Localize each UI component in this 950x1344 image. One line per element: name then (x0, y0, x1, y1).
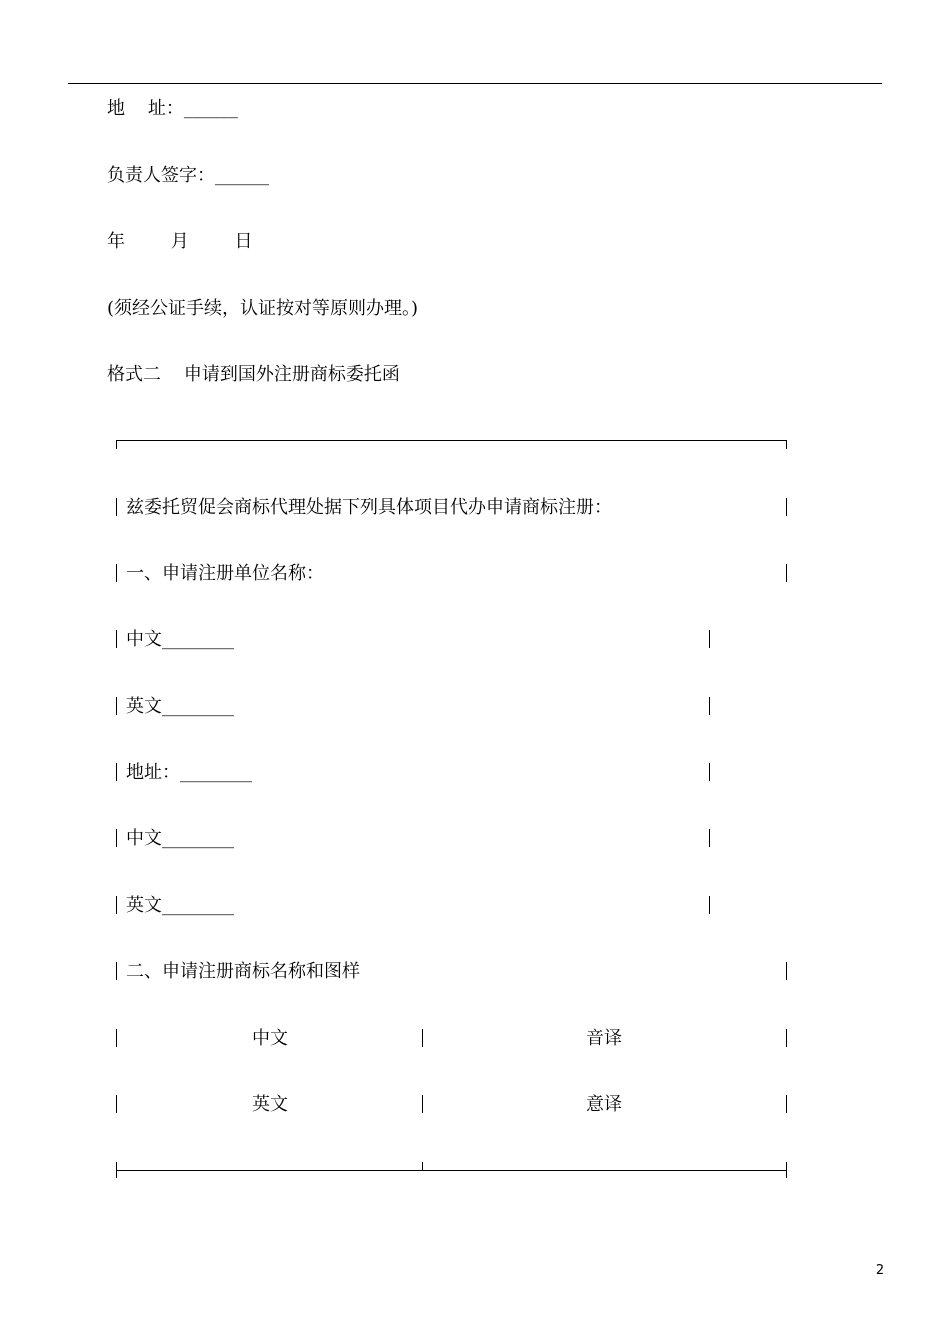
table-bottom-rule (116, 1170, 786, 1171)
table-left-bar (116, 1029, 117, 1047)
table-cell-english: 英文 (252, 1094, 288, 1115)
form-left-bar (116, 896, 117, 914)
date-line: 年 月 日 (107, 231, 253, 252)
section2-heading: 二、申请注册商标名称和图样 (126, 961, 360, 982)
table-middle-bar (422, 1029, 423, 1047)
form-left-bar (116, 763, 117, 781)
field-right-bar (709, 630, 710, 648)
table-bottom-right-tick (786, 1162, 787, 1178)
form-top-left-corner (116, 440, 117, 449)
form-right-bar (786, 498, 787, 516)
table-bottom-left-tick (116, 1162, 117, 1178)
address-english-field: 英文________ (126, 895, 234, 916)
form-intro: 兹委托贸促会商标代理处据下列具体项目代办申请商标注册： (126, 497, 612, 518)
table-middle-bar (422, 1095, 423, 1113)
address-chinese-field: 中文________ (126, 828, 234, 849)
format-title: 格式二 申请到国外注册商标委托函 (107, 364, 400, 385)
form-left-bar (116, 962, 117, 980)
form-left-bar (116, 829, 117, 847)
table-cell-translation: 意译 (586, 1094, 622, 1115)
table-cell-chinese: 中文 (252, 1028, 288, 1049)
table-left-bar (116, 1095, 117, 1113)
field-right-bar (709, 697, 710, 715)
table-right-bar (786, 1095, 787, 1113)
form-right-bar (786, 564, 787, 582)
signature-line: 负责人签字：______ (107, 165, 269, 186)
form-top-rule (116, 440, 786, 441)
section1-heading: 一、申请注册单位名称： (126, 563, 324, 584)
english-name-field: 英文________ (126, 696, 234, 717)
field-right-bar (709, 763, 710, 781)
table-right-bar (786, 1029, 787, 1047)
address-field: 地址：________ (126, 762, 252, 783)
field-right-bar (709, 829, 710, 847)
form-left-bar (116, 564, 117, 582)
form-top-right-corner (786, 440, 787, 449)
notarization-note: (须经公证手续，认证按对等原则办理。) (107, 298, 419, 319)
page-number: 2 (875, 1263, 885, 1278)
table-cell-transliteration: 音译 (586, 1028, 622, 1049)
table-bottom-middle-tick (422, 1162, 423, 1170)
form-left-bar (116, 697, 117, 715)
field-right-bar (709, 896, 710, 914)
header-rule (68, 83, 882, 84)
chinese-name-field: 中文________ (126, 629, 234, 650)
form-right-bar (786, 962, 787, 980)
form-left-bar (116, 498, 117, 516)
address-line: 地 址：______ (107, 98, 238, 119)
form-left-bar (116, 630, 117, 648)
